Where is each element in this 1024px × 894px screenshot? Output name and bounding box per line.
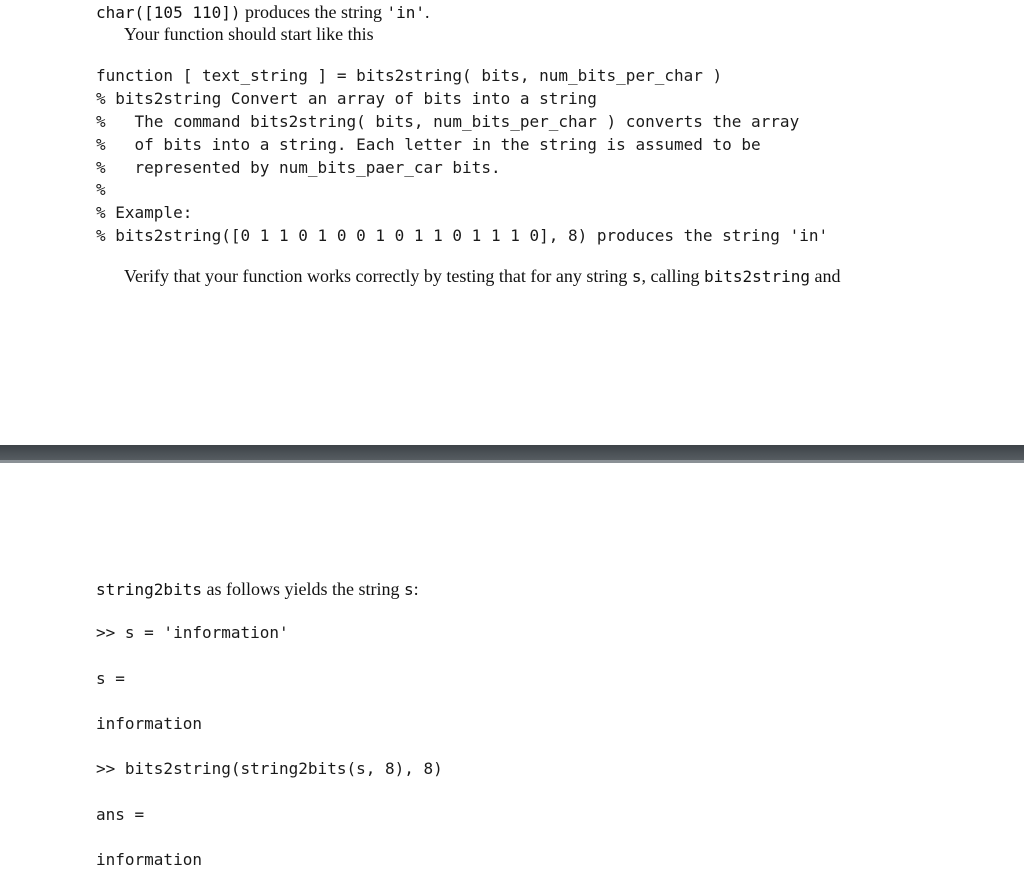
code-line-5: % represented by num_bits_paer_car bits.: [96, 158, 501, 177]
console-line-4: >> bits2string(string2bits(s, 8), 8): [96, 759, 443, 778]
verify-fn: bits2string: [704, 267, 810, 286]
continuation-line: [96, 579, 419, 600]
code-line-7: % Example:: [96, 203, 193, 222]
cont-fn: string2bits: [96, 580, 202, 599]
console-line-5: ans =: [96, 805, 145, 824]
code-line-6: %: [96, 180, 106, 199]
verify-line: [124, 266, 840, 287]
intro-text: Your function should start like this: [124, 24, 374, 44]
verify-mid: , calling: [641, 266, 705, 286]
code-line-1: function [ text_string ] = bits2string( bits, num_bits_per_char ): [96, 66, 723, 85]
verify-var: s: [631, 267, 642, 286]
code-line-8: % bits2string([0 1 1 0 1 0 0 1 0 1 1 0 1 1 1 0], 8) produces the string 'in': [96, 226, 829, 245]
console-line-2: s =: [96, 669, 125, 688]
char-end: .: [425, 2, 430, 22]
cont-end: :: [413, 579, 419, 599]
page-divider: [0, 445, 1024, 463]
char-text: produces the string: [240, 2, 387, 22]
code-line-2: % bits2string Convert an array of bits into a string: [96, 89, 597, 108]
char-result: 'in': [386, 3, 425, 22]
code-line-4: % of bits into a string. Each letter in the string is assumed to be: [96, 135, 761, 154]
cont-text: as follows yields the string: [201, 579, 404, 599]
cont-var: s: [403, 580, 414, 599]
char-code: char([105 110]): [96, 3, 241, 22]
console-line-3: information: [96, 714, 202, 733]
verify-end: and: [809, 266, 841, 286]
console-line-1: >> s = 'information': [96, 623, 289, 642]
console-line-6: information: [96, 850, 202, 869]
verify-pre: Verify that your function works correctly by testing that for any string: [124, 266, 632, 286]
char-example-line: [96, 2, 430, 23]
code-line-3: % The command bits2string( bits, num_bits_per_char ) converts the array: [96, 112, 800, 131]
